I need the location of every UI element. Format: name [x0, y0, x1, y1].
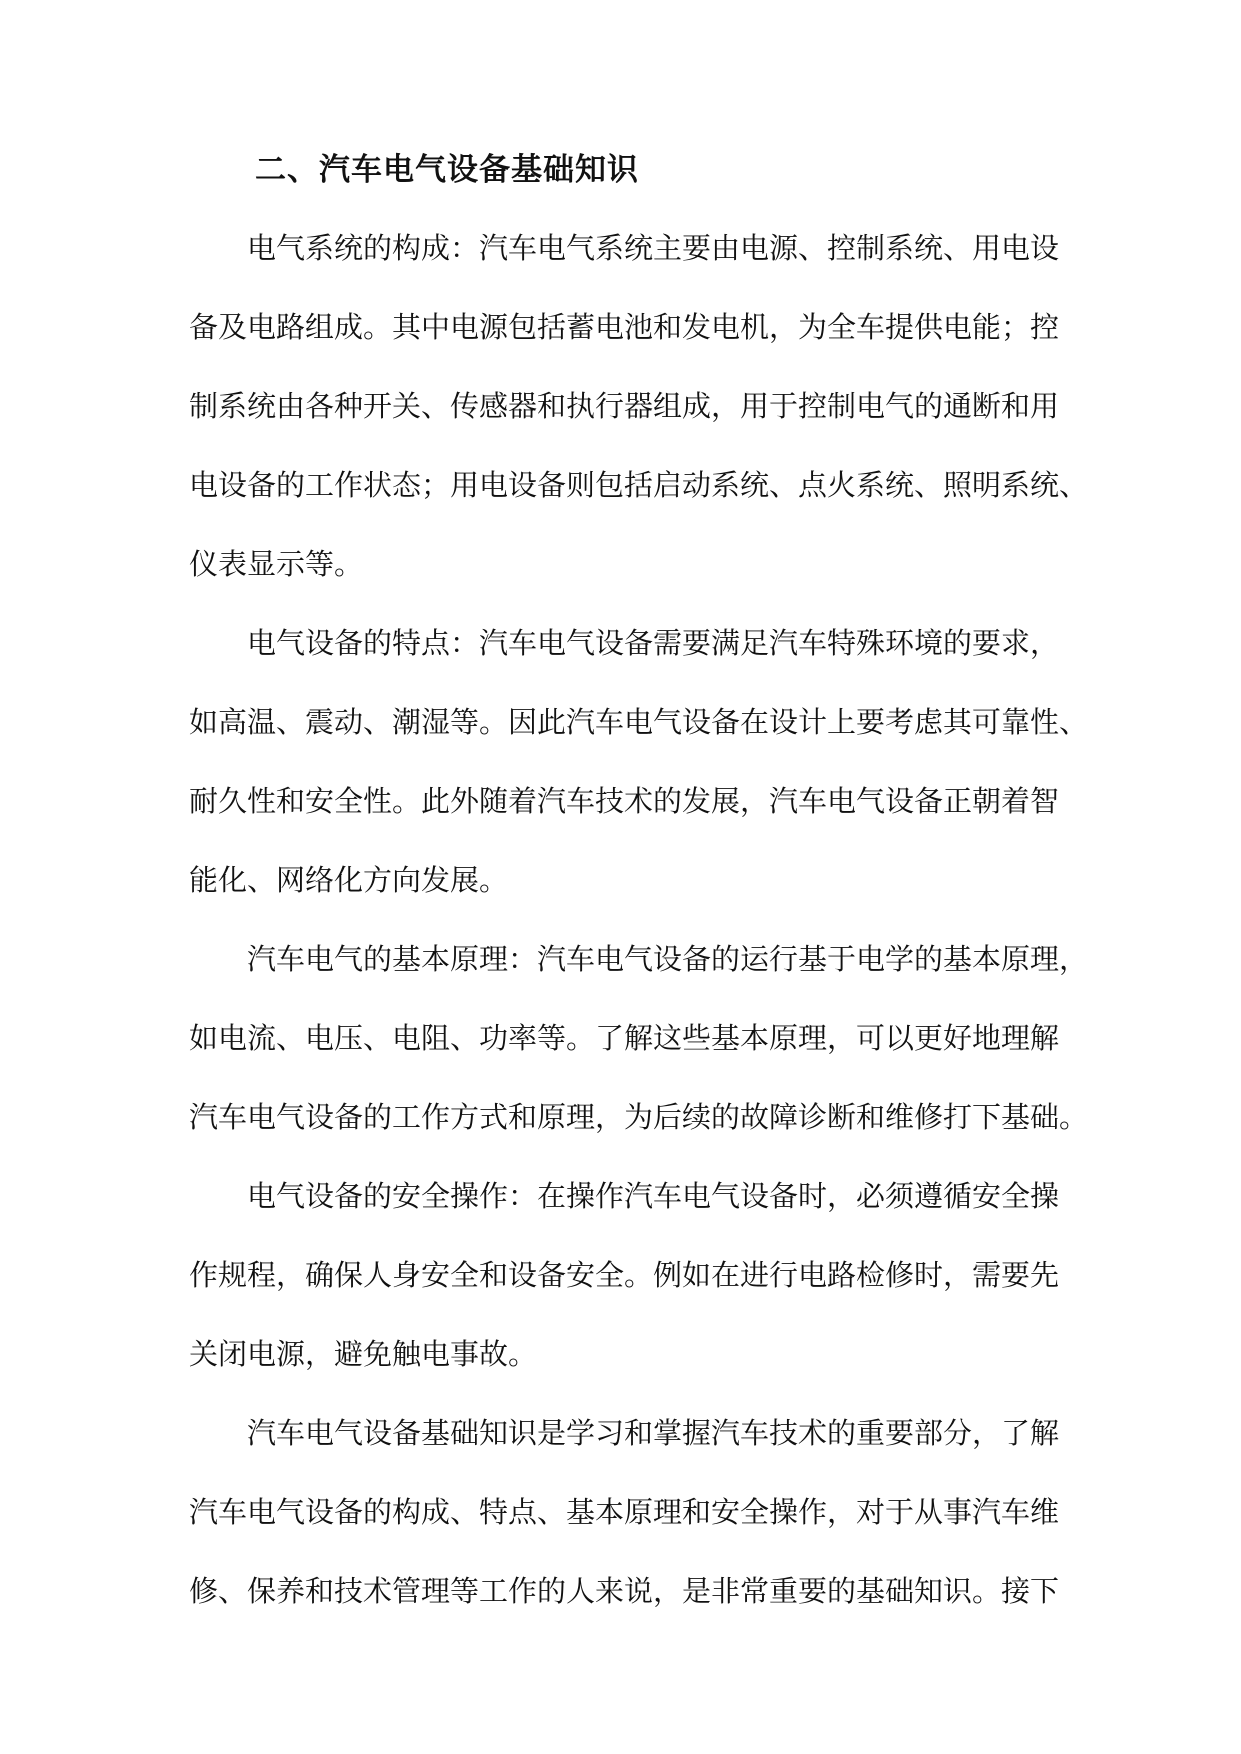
paragraph-line: 修、保养和技术管理等工作的人来说，是非常重要的基础知识。接下 — [189, 1574, 1060, 1608]
paragraph-line: 电气设备的安全操作：在操作汽车电气设备时，必须遵循安全操 — [247, 1179, 1060, 1213]
paragraph-line: 制系统由各种开关、传感器和执行器组成，用于控制电气的通断和用 — [189, 389, 1060, 423]
paragraph-line: 备及电路组成。其中电源包括蓄电池和发电机，为全车提供电能；控 — [189, 310, 1060, 344]
paragraph-line: 如电流、电压、电阻、功率等。了解这些基本原理，可以更好地理解 — [189, 1021, 1060, 1055]
paragraph-line: 仪表显示等。 — [189, 547, 364, 581]
paragraph-line: 关闭电源，避免触电事故。 — [189, 1337, 538, 1371]
paragraph-line: 电设备的工作状态；用电设备则包括启动系统、点火系统、照明系统、 — [189, 468, 1089, 502]
paragraph-line: 如高温、震动、潮湿等。因此汽车电气设备在设计上要考虑其可靠性、 — [189, 705, 1089, 739]
paragraph-line: 汽车电气的基本原理：汽车电气设备的运行基于电学的基本原理， — [247, 942, 1089, 976]
paragraph-line: 作规程，确保人身安全和设备安全。例如在进行电路检修时，需要先 — [189, 1258, 1060, 1292]
paragraph-line: 能化、网络化方向发展。 — [189, 863, 509, 897]
paragraph-line: 汽车电气设备基础知识是学习和掌握汽车技术的重要部分，了解 — [247, 1416, 1060, 1450]
paragraph-line: 汽车电气设备的工作方式和原理，为后续的故障诊断和维修打下基础。 — [189, 1100, 1089, 1134]
paragraph-line: 汽车电气设备的构成、特点、基本原理和安全操作，对于从事汽车维 — [189, 1495, 1060, 1529]
paragraph-line: 耐久性和安全性。此外随着汽车技术的发展，汽车电气设备正朝着智 — [189, 784, 1060, 818]
paragraph-line: 电气设备的特点：汽车电气设备需要满足汽车特殊环境的要求， — [247, 626, 1060, 660]
paragraph-line: 电气系统的构成：汽车电气系统主要由电源、控制系统、用电设 — [247, 231, 1060, 265]
section-heading: 二、汽车电气设备基础知识 — [255, 152, 639, 188]
